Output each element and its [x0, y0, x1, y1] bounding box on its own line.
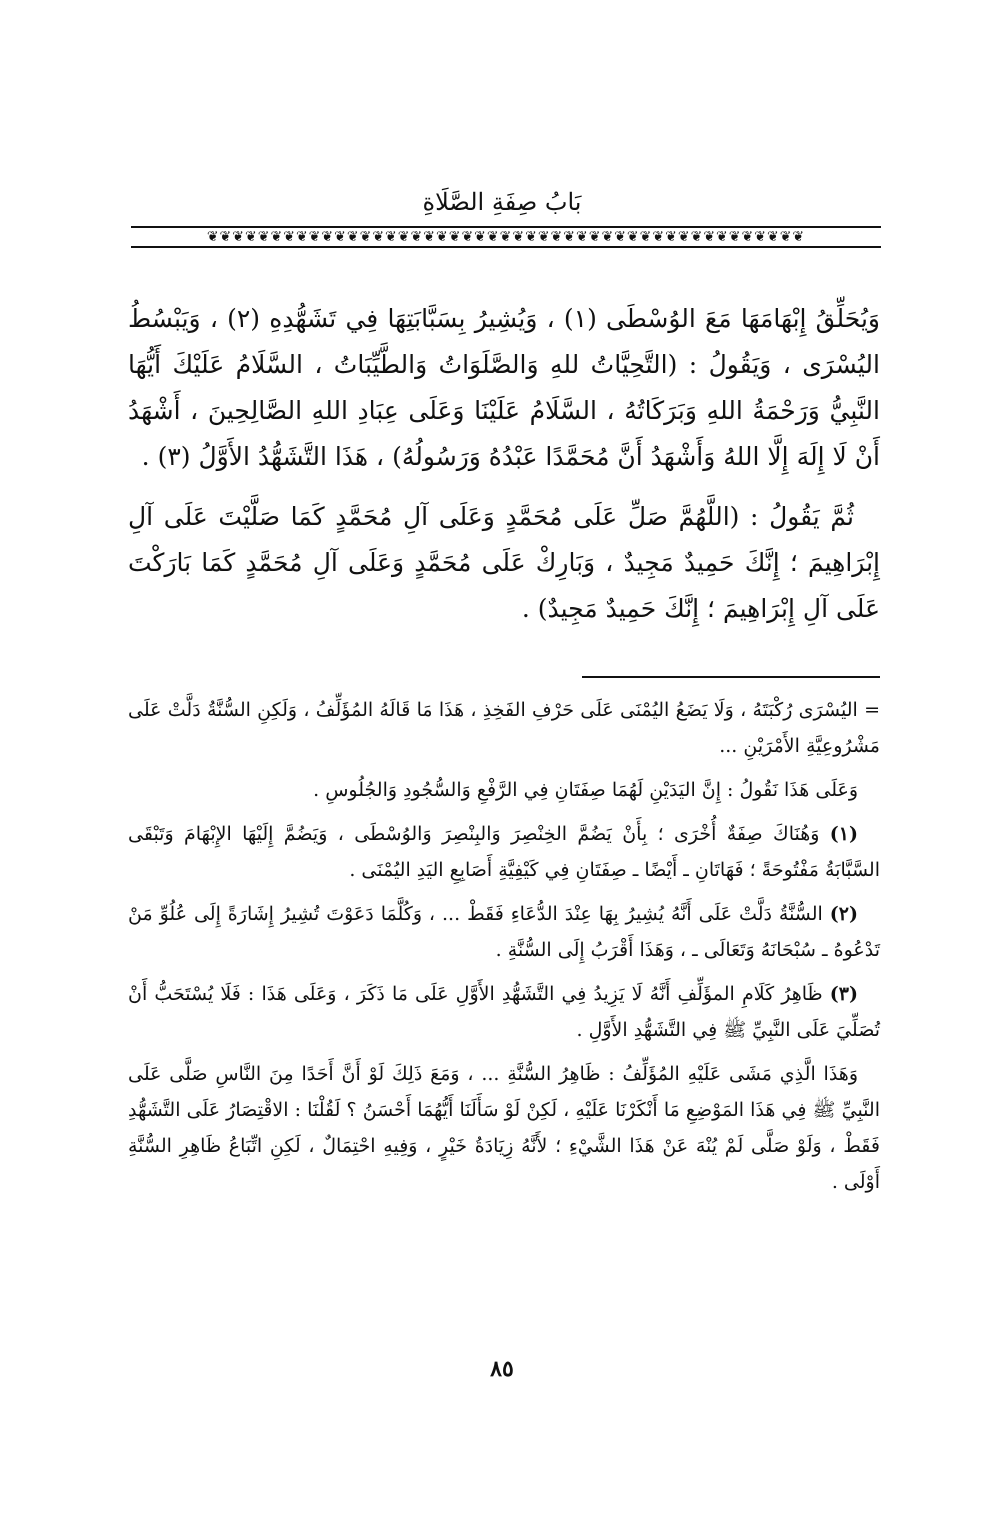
main-paragraph-1: وَيُحَلِّقُ إِبْهَامَهَا مَعَ الوُسْطَى (١) ، وَيُشِيرُ بِسَبَّابَتِهَا فِي تَشَهُّدِهِ (٢) ، وَيَبْسُطُ اليُسْرَى ، وَيَقُولُ : (التَّحِيَّاتُ للهِ وَالصَّلَوَاتُ وَالطَّيِّبَاتُ ، السَّلَامُ عَلَيْكَ أَيُّهَا النَّبِيُّ وَرَحْمَةُ اللهِ وَبَرَكَاتُهُ ، السَّلَامُ عَلَيْنَا وَعَلَى عِبَادِ اللهِ الصَّالِحِينَ ، أَشْهَدُ أَنْ لَا إِلَهَ إِلَّا اللهُ وَأَشْهَدُ أَنَّ مُحَمَّدًا عَبْدُهُ وَرَسُولُهُ) ، هَذَا التَّشَهُّدُ الأَوَّلُ (٣) . — [128, 304, 880, 471]
footnote-1 — [128, 816, 880, 888]
footnote-divider — [582, 676, 880, 678]
decorative-border-ornament: ❦❦❦❦❦❦❦❦❦❦❦❦❦❦❦❦❦❦❦❦❦❦❦❦❦❦❦❦❦❦❦❦❦❦❦❦❦❦❦❦❦❦❦❦❦❦❦ — [131, 226, 881, 248]
footnote-continuation-2: وَعَلَى هَذَا نَقُولُ : إِنَّ اليَدَيْنِ لَهُمَا صِفَتَانِ فِي الرَّفْعِ وَالسُّجُودِ وَالجُلُوسِ . — [313, 779, 858, 801]
footnote-1-text: وَهُنَاكَ صِفَةٌ أُخْرَى ؛ بِأَنْ يَضُمَّ الخِنْصِرَ وَالبِنْصِرَ وَالوُسْطَى ، وَيَضُمَّ إِلَيْهَا الإِبْهَامَ وَتَبْقَى السَّبَّابَةُ مَفْتُوحَةً ؛ فَهَاتَانِ ـ أَيْضًا ـ صِفَتَانِ فِي كَيْفِيَّةِ أَصَابِعِ اليَدِ اليُمْنَى . — [128, 823, 880, 881]
footnote-3 — [128, 976, 880, 1048]
footnote-1-number: (١) — [829, 823, 859, 845]
footnote-3-text: ظَاهِرُ كَلَامِ المؤَلِّفِ أَنَّهُ لَا يَزِيدُ فِي التَّشَهُّدِ الأَوَّلِ عَلَى مَا ذَكَرَ ، وَعَلَى هَذَا : فَلَا يُسْتَحَبُّ أَنْ تُصَلِّيَ عَلَى النَّبِيِّ ﷺ فِي التَّشَهُّدِ الأَوَّلِ . — [128, 983, 880, 1041]
footnotes-section — [128, 692, 880, 1208]
footnote-3-number: (٣) — [829, 983, 858, 1005]
footnote-2-number: (٢) — [829, 903, 858, 925]
chapter-title: بَابُ صِفَةِ الصَّلَاةِ — [422, 188, 582, 216]
footnote-continuation: = اليُسْرَى رُكْبَتَهُ ، وَلَا يَضَعُ اليُمْنَى عَلَى حَرْفِ الفَخِذِ ، هَذَا مَا قَالَهُ المُؤَلِّفُ ، وَلَكِنِ السُّنَّةُ دَلَّتْ عَلَى مَشْرُوعِيَّةِ الأَمْرَيْنِ ... — [128, 699, 880, 757]
footnote-3-continuation: وَهَذَا الَّذِي مَشَى عَلَيْهِ المُؤَلِّفُ : ظَاهِرُ السُّنَّةِ ... ، وَمَعَ ذَلِكَ لَوْ أَنَّ أَحَدًا مِنَ النَّاسِ صَلَّى عَلَى النَّبِيِّ ﷺ فِي هَذَا المَوْضِعِ مَا أَنْكَرْنَا عَلَيْهِ ، لَكِنْ لَوْ سَأَلَنَا أَيُّهُمَا أَحْسَنُ ؟ لَقُلْنَا : الاقْتِصَارُ عَلَى التَّشَهُّدِ فَقَطْ ، وَلَوْ صَلَّى لَمْ يُنْهَ عَنْ هَذَا الشَّيْءِ ؛ لأَنَّهُ زِيَادَةُ خَيْرٍ ، وَفِيهِ احْتِمَالٌ ، لَكِنِ اتِّبَاعُ ظَاهِرِ السُّنَّةِ أَوْلَى . — [128, 1063, 880, 1193]
main-paragraph-2: ثُمَّ يَقُولُ : (اللَّهُمَّ صَلِّ عَلَى مُحَمَّدٍ وَعَلَى آلِ مُحَمَّدٍ كَمَا صَلَّيْتَ عَلَى آلِ إِبْرَاهِيمَ ؛ إِنَّكَ حَمِيدٌ مَجِيدٌ ، وَبَارِكْ عَلَى مُحَمَّدٍ وَعَلَى آلِ مُحَمَّدٍ كَمَا بَارَكْتَ عَلَى آلِ إِبْرَاهِيمَ ؛ إِنَّكَ حَمِيدٌ مَجِيدٌ) . — [128, 502, 880, 623]
page-number: ٨٥ — [490, 1356, 514, 1382]
footnote-2-text: السُّنَّةُ دَلَّتْ عَلَى أَنَّهُ يُشِيرُ بِهَا عِنْدَ الدُّعَاءِ فَقَطْ ... ، وَكُلَّمَا دَعَوْتَ تُشِيرُ إِشَارَةً إِلَى عُلُوِّ مَنْ تَدْعُوهُ ـ سُبْحَانَهُ وَتَعَالَى ـ ، وَهَذَا أَقْرَبُ إِلَى السُّنَّةِ . — [128, 903, 880, 961]
footnote-2 — [128, 896, 880, 968]
main-text-body — [128, 296, 880, 646]
